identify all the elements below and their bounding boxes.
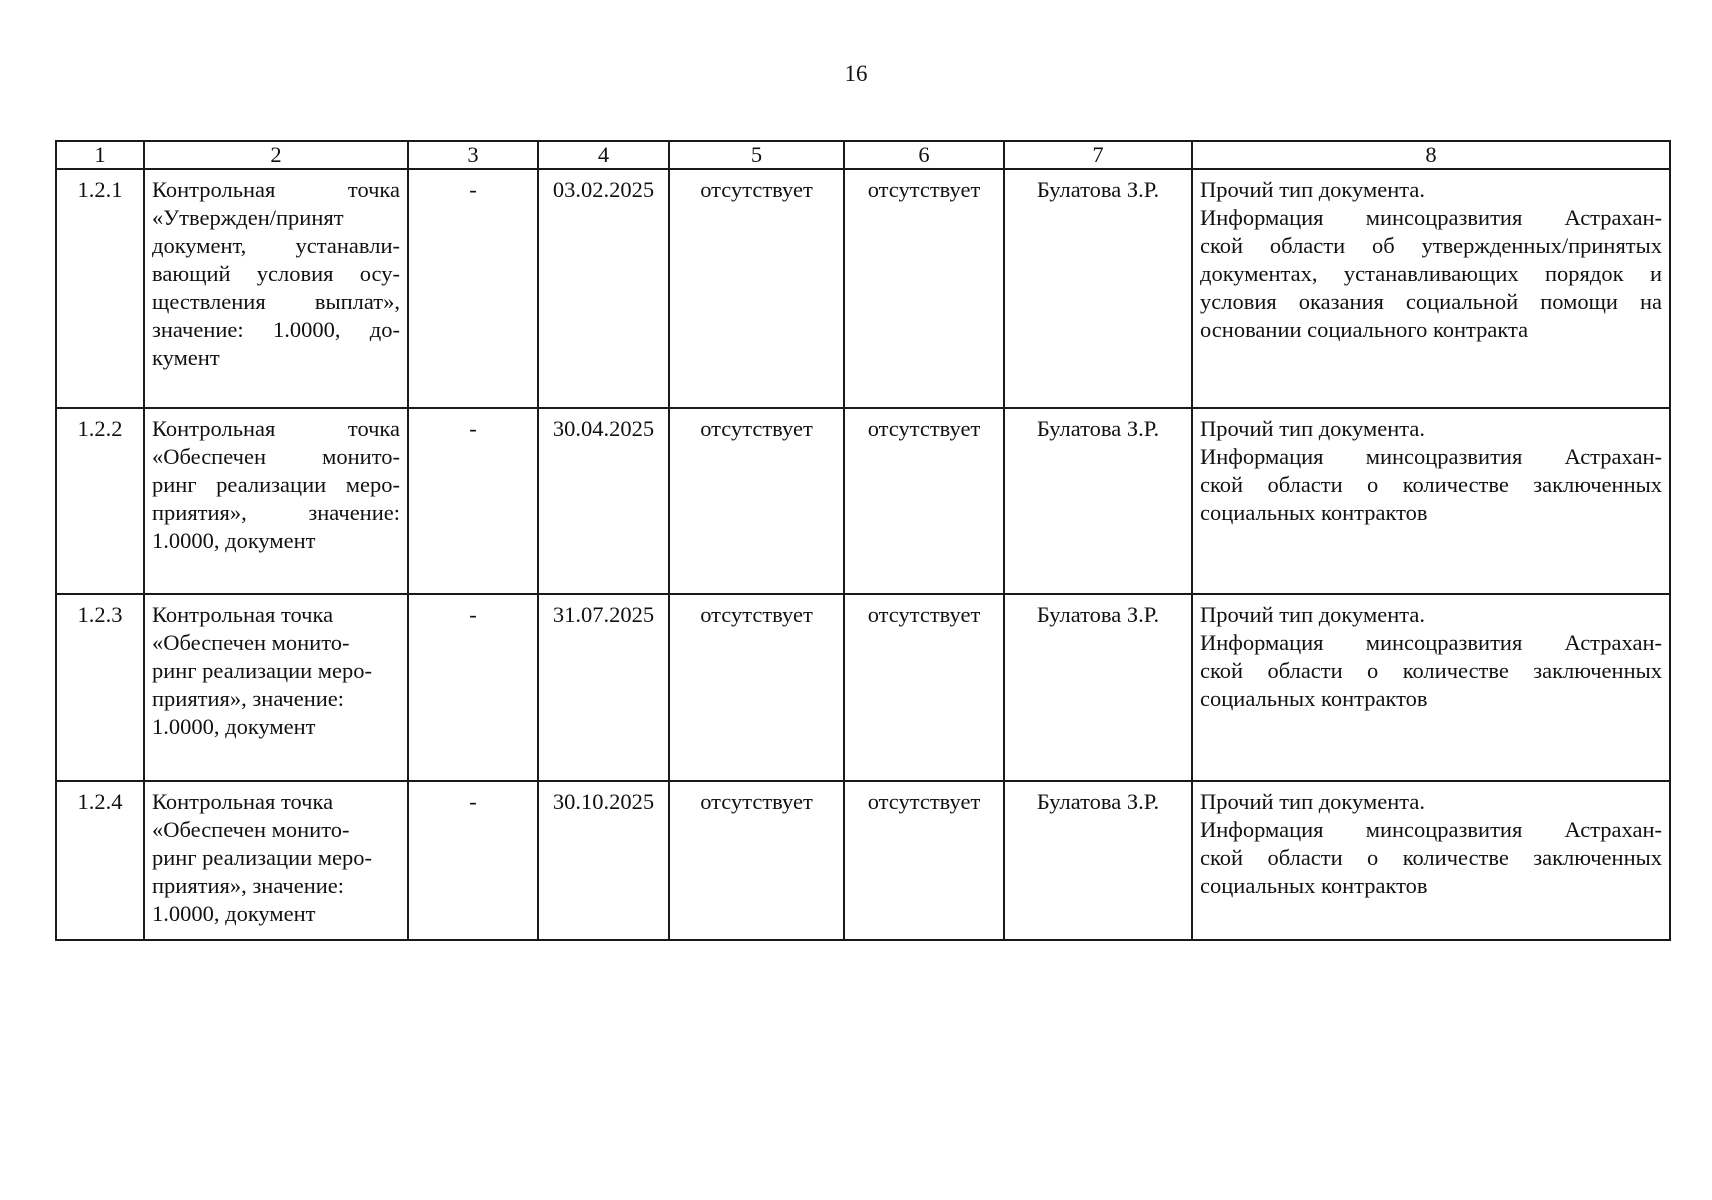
document-info-line: социальных контрактов xyxy=(1200,873,1428,898)
page-number: 16 xyxy=(844,61,868,86)
description-line: ринг реализации меро- xyxy=(152,658,372,683)
dash-cell: - xyxy=(408,408,538,594)
document-info-line: ской области об утвержденных/принятых xyxy=(1200,233,1662,258)
header-cell-1: 1 xyxy=(56,141,144,169)
table-row xyxy=(56,169,1670,408)
description-line: ществления выплат», xyxy=(152,289,400,314)
document-info-line: социальных контрактов xyxy=(1200,686,1428,711)
document-info-line: Информация минсоцразвития Астрахан- xyxy=(1200,205,1662,230)
status-cell-5: отсутствует xyxy=(669,408,844,594)
date-cell: 30.04.2025 xyxy=(538,408,669,594)
description-cell xyxy=(144,169,408,408)
document-info-line: документах, устанавливающих порядок и xyxy=(1200,261,1662,286)
responsible-cell: Булатова З.Р. xyxy=(1004,781,1192,940)
description-line: кумент xyxy=(152,345,220,370)
document-info-line: Информация минсоцразвития Астрахан- xyxy=(1200,444,1662,469)
document-info-line: ской области о количестве заключенных xyxy=(1200,845,1662,870)
description-cell xyxy=(144,781,408,940)
table-row xyxy=(56,781,1670,940)
description-line: «Обеспечен монито- xyxy=(152,444,400,469)
document-info-line: ской области о количестве заключенных xyxy=(1200,658,1662,683)
description-line: приятия», значение: xyxy=(152,873,345,898)
description-line: «Обеспечен монито- xyxy=(152,817,350,842)
table-header-row xyxy=(56,141,1670,169)
document-info-cell xyxy=(1192,594,1670,781)
status-cell-6: отсутствует xyxy=(844,781,1004,940)
control-points-table xyxy=(55,140,1671,941)
row-number-cell: 1.2.1 xyxy=(56,169,144,408)
description-line: вающий условия осу- xyxy=(152,261,400,286)
description-line: 1.0000, документ xyxy=(152,901,316,926)
responsible-cell: Булатова З.Р. xyxy=(1004,408,1192,594)
document-info-line: основании социального контракта xyxy=(1200,317,1529,342)
document-info-line: Информация минсоцразвития Астрахан- xyxy=(1200,630,1662,655)
description-line: приятия», значение: xyxy=(152,686,345,711)
status-cell-5: отсутствует xyxy=(669,594,844,781)
header-cell-6: 6 xyxy=(844,141,1004,169)
header-cell-4: 4 xyxy=(538,141,669,169)
description-cell xyxy=(144,594,408,781)
document-info-cell xyxy=(1192,781,1670,940)
description-line: Контрольная точка xyxy=(152,789,334,814)
date-cell: 31.07.2025 xyxy=(538,594,669,781)
document-info-line: ской области о количестве заключенных xyxy=(1200,472,1662,497)
description-line: Контрольная точка xyxy=(152,602,334,627)
responsible-cell: Булатова З.Р. xyxy=(1004,169,1192,408)
dash-cell: - xyxy=(408,594,538,781)
header-cell-5: 5 xyxy=(669,141,844,169)
document-info-line: социальных контрактов xyxy=(1200,500,1428,525)
description-line: «Утвержден/принят xyxy=(152,205,344,230)
status-cell-5: отсутствует xyxy=(669,169,844,408)
description-line: 1.0000, документ xyxy=(152,528,316,553)
document-type-line: Прочий тип документа. xyxy=(1200,602,1425,627)
table-row xyxy=(56,408,1670,594)
header-cell-8: 8 xyxy=(1192,141,1670,169)
status-cell-6: отсутствует xyxy=(844,169,1004,408)
description-line: приятия», значение: xyxy=(152,500,400,525)
row-number-cell: 1.2.4 xyxy=(56,781,144,940)
status-cell-6: отсутствует xyxy=(844,594,1004,781)
document-type-line: Прочий тип документа. xyxy=(1200,789,1425,814)
status-cell-5: отсутствует xyxy=(669,781,844,940)
header-cell-2: 2 xyxy=(144,141,408,169)
dash-cell: - xyxy=(408,169,538,408)
document-info-line: условия оказания социальной помощи на xyxy=(1200,289,1662,314)
status-cell-6: отсутствует xyxy=(844,408,1004,594)
table-body xyxy=(56,169,1670,940)
description-line: ринг реализации меро- xyxy=(152,845,372,870)
description-line: «Обеспечен монито- xyxy=(152,630,350,655)
document-info-line: Информация минсоцразвития Астрахан- xyxy=(1200,817,1662,842)
description-line: документ, устанавли- xyxy=(152,233,400,258)
row-number-cell: 1.2.2 xyxy=(56,408,144,594)
description-line: ринг реализации меро- xyxy=(152,472,400,497)
row-number-cell: 1.2.3 xyxy=(56,594,144,781)
dash-cell: - xyxy=(408,781,538,940)
document-info-cell xyxy=(1192,169,1670,408)
date-cell: 03.02.2025 xyxy=(538,169,669,408)
description-line: значение: 1.0000, до- xyxy=(152,317,400,342)
document-info-cell xyxy=(1192,408,1670,594)
date-cell: 30.10.2025 xyxy=(538,781,669,940)
responsible-cell: Булатова З.Р. xyxy=(1004,594,1192,781)
table-row xyxy=(56,594,1670,781)
description-line: Контрольная точка xyxy=(152,177,400,202)
header-cell-7: 7 xyxy=(1004,141,1192,169)
document-type-line: Прочий тип документа. xyxy=(1200,177,1425,202)
description-line: Контрольная точка xyxy=(152,416,400,441)
header-cell-3: 3 xyxy=(408,141,538,169)
description-cell xyxy=(144,408,408,594)
description-line: 1.0000, документ xyxy=(152,714,316,739)
document-type-line: Прочий тип документа. xyxy=(1200,416,1425,441)
